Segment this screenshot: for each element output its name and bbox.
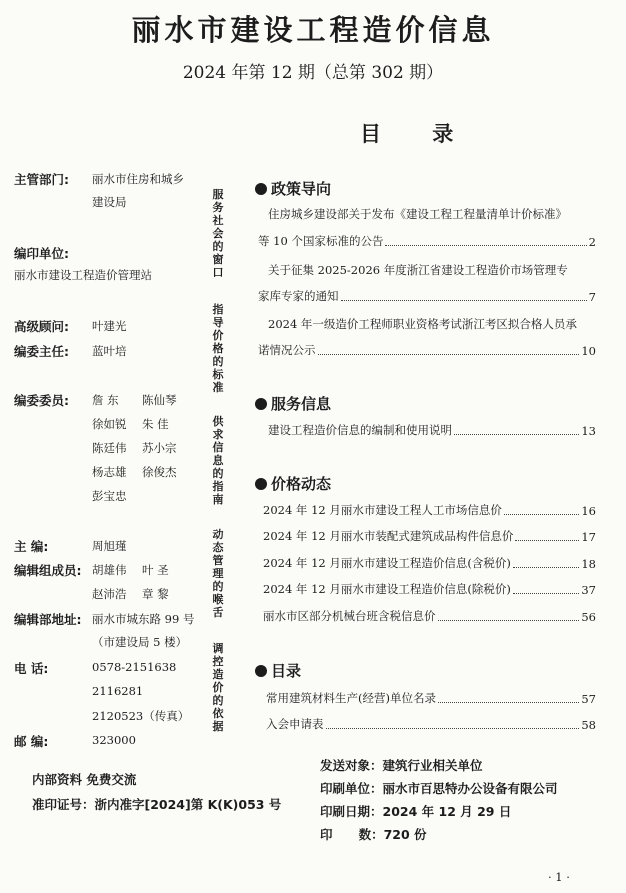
toc-page-number: 13 xyxy=(581,424,596,438)
toc-entry-line[interactable]: 关于征集 2025-2026 年度浙江省建设工程造价市场管理专 xyxy=(268,263,568,277)
team-member: 章 黎 xyxy=(142,587,169,601)
editor-value: 周旭瑾 xyxy=(92,539,127,553)
toc-page-number: 57 xyxy=(581,692,596,706)
chief-label: 编委主任: xyxy=(14,344,69,359)
print-copies: 印 数：720 份 xyxy=(320,827,427,842)
toc-section-title: 政策导向 xyxy=(271,180,332,198)
advisor-label: 高级顾问: xyxy=(14,319,69,334)
address-value-2: （市建设局 5 楼） xyxy=(92,635,188,649)
toc-entry[interactable]: 2024 年 12 月丽水市建设工程造价信息(除税价) 37 xyxy=(263,582,596,597)
editor-label: 主 编: xyxy=(14,539,49,554)
member-name: 陈廷伟 xyxy=(92,441,127,455)
slogan-5: 调控造价的依据 xyxy=(212,642,224,733)
toc-entry[interactable]: 常用建筑材料生产(经营)单位名录 57 xyxy=(266,691,596,706)
editor-unit-label: 编印单位: xyxy=(14,246,69,261)
address-label: 编辑部地址: xyxy=(14,612,82,627)
toc-page-number: 56 xyxy=(581,610,596,624)
toc-entry[interactable]: 入会申请表 58 xyxy=(266,717,596,732)
team-member: 赵沛浩 xyxy=(92,587,127,601)
toc-entry[interactable]: 2024 年 12 月丽水市建设工程人工市场信息价 16 xyxy=(263,503,596,518)
page-number: · 1 · xyxy=(548,870,570,884)
toc-section-policy xyxy=(255,178,331,199)
toc-page-number: 58 xyxy=(581,718,596,732)
chief-value: 蓝叶培 xyxy=(92,344,127,358)
toc-entry[interactable]: 诺情况公示 10 xyxy=(258,343,596,358)
toc-page-number: 16 xyxy=(581,504,596,518)
advisor-value: 叶建光 xyxy=(92,319,127,333)
bullet-icon xyxy=(255,478,267,490)
slogan-3: 供求信息的指南 xyxy=(212,415,224,506)
toc-section-title: 价格动态 xyxy=(271,475,332,493)
printing-company: 印刷单位：丽水市百思特办公设备有限公司 xyxy=(320,781,558,796)
fax-number: 2120523（传真） xyxy=(92,709,190,723)
print-permit: 准印证号：浙内准字[2024]第 K(K)053 号 xyxy=(32,797,282,812)
postal-label: 邮 编: xyxy=(14,734,49,749)
toc-page-number: 37 xyxy=(581,583,596,597)
bullet-icon xyxy=(255,398,267,410)
toc-page-number: 2 xyxy=(588,235,596,249)
member-name: 苏小宗 xyxy=(142,441,177,455)
postal-value: 323000 xyxy=(92,733,136,747)
bullet-icon xyxy=(255,665,267,677)
toc-page-number: 18 xyxy=(581,557,596,571)
sponsor-value-1: 丽水市住房和城乡 xyxy=(92,172,184,186)
slogan-1: 服务社会的窗口 xyxy=(212,188,224,279)
issue-number: 2024 年第 12 期（总第 302 期） xyxy=(182,63,444,83)
team-member: 胡雄伟 xyxy=(92,563,127,577)
address-value-1: 丽水市城东路 99 号 xyxy=(92,612,195,626)
member-name: 朱 佳 xyxy=(142,417,169,431)
toc-section-title: 目录 xyxy=(271,662,302,680)
internal-notice: 内部资料 免费交流 xyxy=(32,772,137,787)
toc-page-number: 10 xyxy=(581,344,596,358)
phone-number: 2116281 xyxy=(92,684,144,698)
toc-entry[interactable]: 家库专家的通知 7 xyxy=(258,289,596,304)
sponsor-label: 主管部门: xyxy=(14,172,69,187)
bullet-icon xyxy=(255,183,267,195)
team-member: 叶 圣 xyxy=(142,563,169,577)
team-label: 编辑组成员: xyxy=(14,563,82,578)
send-target: 发送对象：建筑行业相关单位 xyxy=(320,758,483,773)
toc-section-catalog xyxy=(255,660,301,681)
toc-heading: 目 录 xyxy=(360,122,476,146)
members-label: 编委委员: xyxy=(14,393,69,408)
toc-entry[interactable]: 2024 年 12 月丽水市建设工程造价信息(含税价) 18 xyxy=(263,556,596,571)
toc-entry-line[interactable]: 住房城乡建设部关于发布《建设工程工程量清单计价标准》 xyxy=(268,207,567,221)
publication-title: 丽水市建设工程造价信息 xyxy=(131,13,495,47)
member-name: 彭宝忠 xyxy=(92,489,127,503)
phone-label: 电 话: xyxy=(14,661,49,676)
member-name: 徐俊杰 xyxy=(142,465,177,479)
toc-entry-line[interactable]: 2024 年一级造价工程师职业资格考试浙江考区拟合格人员承 xyxy=(268,317,577,331)
member-name: 詹 东 xyxy=(92,393,119,407)
toc-page-number: 7 xyxy=(588,290,596,304)
toc-section-title: 服务信息 xyxy=(271,395,332,413)
member-name: 杨志雄 xyxy=(92,465,127,479)
member-name: 徐如锐 xyxy=(92,417,127,431)
slogan-2: 指导价格的标准 xyxy=(212,303,224,394)
sponsor-value-2: 建设局 xyxy=(92,195,127,209)
toc-entry[interactable]: 建设工程造价信息的编制和使用说明 13 xyxy=(268,423,596,438)
slogan-4: 动态管理的喉舌 xyxy=(212,528,224,619)
editor-unit-value: 丽水市建设工程造价管理站 xyxy=(14,268,152,282)
toc-section-service xyxy=(255,393,331,414)
print-date: 印刷日期：2024 年 12 月 29 日 xyxy=(320,804,512,819)
toc-section-price xyxy=(255,473,331,494)
toc-page-number: 17 xyxy=(581,530,596,544)
member-name: 陈仙琴 xyxy=(142,393,177,407)
phone-number: 0578-2151638 xyxy=(92,660,177,674)
toc-entry[interactable]: 2024 年 12 月丽水市装配式建筑成品构件信息价 17 xyxy=(263,529,596,544)
toc-entry[interactable]: 丽水市区部分机械台班含税信息价 56 xyxy=(263,609,596,624)
toc-entry[interactable]: 等 10 个国家标准的公告 2 xyxy=(258,234,596,249)
